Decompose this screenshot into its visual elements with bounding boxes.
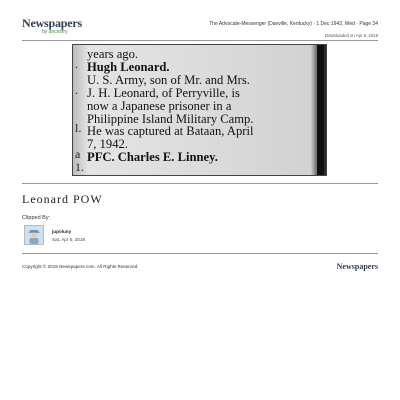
source-citation: The Advocate-Messenger (Danville, Kentucky) · 1 Dec 1943, Wed · Page 34 — [209, 21, 378, 27]
avatar-icon — [25, 226, 43, 244]
page-header — [22, 14, 378, 40]
margin-char: a — [75, 147, 81, 162]
margin-char: . — [75, 82, 78, 97]
clipping-line: He was captured at Bataan, April — [87, 124, 254, 139]
clipping-line: now a Japanese prisoner in a — [87, 98, 232, 113]
margin-char: 1. — [75, 160, 84, 175]
clipped-by-label: Clipped By: — [22, 215, 51, 221]
logo-byline: by ancestry — [42, 29, 68, 35]
logo-text: Newspapers — [22, 16, 82, 30]
newspapers-logo[interactable] — [22, 16, 82, 35]
margin-char — [75, 45, 84, 58]
footer-logo[interactable]: Newspapers — [336, 262, 378, 271]
user-avatar[interactable] — [24, 225, 44, 245]
margin-char — [75, 174, 84, 176]
margin-char: . — [75, 56, 78, 71]
margin-char — [75, 71, 84, 84]
clipping-title: Leonard POW — [22, 192, 103, 206]
clipping-line: years ago. — [87, 47, 139, 61]
clipping-line: Hugh Leonard. — [87, 59, 170, 74]
download-date: Downloaded on Apr 6, 2019 — [324, 33, 378, 38]
margin-char — [75, 97, 84, 110]
source-meta — [209, 21, 378, 38]
footer-divider — [22, 253, 378, 254]
clipping-left-margin — [75, 45, 84, 176]
clipping-line: J. H. Leonard, of Perryville, is — [87, 85, 240, 100]
clipping-text — [87, 48, 312, 164]
clip-divider — [22, 183, 378, 184]
clipping-line: PFC. Charles E. Linney. — [87, 150, 218, 165]
clipping-line: Philippine Island Military Camp. — [87, 111, 254, 126]
clipping-line: 7, 1942. — [87, 137, 128, 152]
newspaper-clipping-image — [72, 44, 327, 176]
header-divider — [22, 40, 378, 41]
margin-char: l. — [75, 121, 82, 136]
clipping-line: U. S. Army, son of Mr. and Mrs. — [87, 72, 250, 87]
clipping-column-rule — [317, 45, 324, 175]
clip-date: Sat, Apr 6, 2019 — [52, 237, 85, 242]
user-name[interactable]: jupoluny — [52, 229, 72, 234]
copyright-text: Copyright © 2019 Newspapers.com. All Rights Reserved. — [22, 264, 139, 269]
